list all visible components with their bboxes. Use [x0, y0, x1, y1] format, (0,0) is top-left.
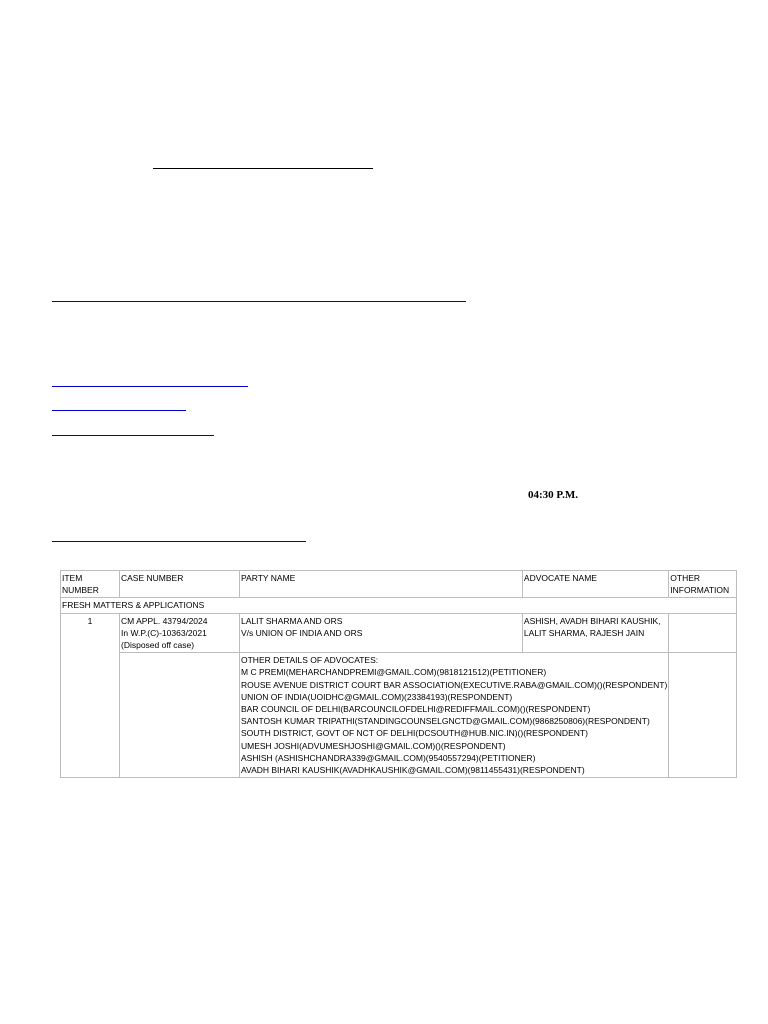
other-information-cell	[669, 613, 737, 653]
court-link-underline[interactable]	[52, 301, 466, 302]
other-details-cell	[240, 653, 669, 778]
empty-cell	[120, 653, 240, 778]
table-header-row	[61, 571, 737, 598]
header-advocate-name: ADVOCATE NAME	[522, 571, 668, 598]
case-line: In W.P.(C)-10363/2021	[121, 627, 207, 638]
case-number-cell	[120, 613, 240, 653]
court-room-link-underline[interactable]	[52, 541, 306, 542]
case-line: CM APPL. 43794/2024	[121, 615, 208, 626]
advocate-detail-line: UNION OF INDIA(UOIDHC@GMAIL.COM)(23384193)(RESPONDENT)	[241, 691, 513, 702]
party-line: V/s UNION OF INDIA AND ORS	[241, 627, 363, 638]
other-details-title: OTHER DETAILS OF ADVOCATES:	[241, 655, 379, 666]
other-details-row	[61, 653, 737, 778]
advocate-detail-line: ROUSE AVENUE DISTRICT COURT BAR ASSOCIATION(EXECUTIVE.RABA@GMAIL.COM)()(RESPONDENT)	[241, 679, 668, 690]
advocate-line: LALIT SHARMA, RAJESH JAIN	[523, 627, 645, 638]
title-underline	[153, 168, 373, 169]
advocate-detail-line: BAR COUNCIL OF DELHI(BARCOUNCILOFDELHI@REDIFFMAIL.COM)()(RESPONDENT)	[241, 704, 591, 715]
empty-cell	[669, 653, 737, 778]
advocate-detail-line: AVADH BIHARI KAUSHIK(AVADHKAUSHIK@GMAIL.COM)(9811455431)(RESPONDENT)	[241, 765, 585, 776]
header-case-number: CASE NUMBER	[120, 571, 240, 598]
case-line: (Disposed off case)	[121, 640, 195, 651]
party-line: LALIT SHARMA AND ORS	[241, 615, 343, 626]
bench-link-underline-3[interactable]	[52, 435, 214, 436]
header-item-number: ITEM NUMBER	[61, 571, 120, 598]
section-title: FRESH MATTERS & APPLICATIONS	[61, 598, 737, 613]
bench-link-underline-1[interactable]	[52, 386, 248, 387]
advocate-detail-line: UMESH JOSHI(ADVUMESHJOSHI@GMAIL.COM)()(RESPONDENT)	[241, 740, 506, 751]
section-row	[61, 598, 737, 613]
bench-link-underline-2[interactable]	[52, 410, 186, 411]
cause-list-table	[60, 570, 737, 778]
advocate-detail-line: M C PREMI(MEHARCHANDPREMI@GMAIL.COM)(9818121512)(PETITIONER)	[241, 667, 547, 678]
header-other-information: OTHER INFORMATION	[669, 571, 737, 598]
header-party-name: PARTY NAME	[240, 571, 523, 598]
item-number-cell: 1	[61, 613, 120, 778]
party-name-cell	[240, 613, 523, 653]
advocate-detail-line: SANTOSH KUMAR TRIPATHI(STANDINGCOUNSELGNCTD@GMAIL.COM)(9868250806)(RESPONDENT)	[241, 716, 650, 727]
advocate-name-cell	[522, 613, 668, 653]
advocate-detail-line: SOUTH DISTRICT, GOVT OF NCT OF DELHI(DCSOUTH@HUB.NIC.IN)()(RESPONDENT)	[241, 728, 588, 739]
table-row	[61, 613, 737, 653]
advocate-line: ASHISH, AVADH BIHARI KAUSHIK,	[523, 615, 661, 626]
advocate-detail-line: ASHISH (ASHISHCHANDRA339@GMAIL.COM)(9540557294)(PETITIONER)	[241, 752, 536, 763]
hearing-time: 04:30 P.M.	[528, 489, 579, 501]
